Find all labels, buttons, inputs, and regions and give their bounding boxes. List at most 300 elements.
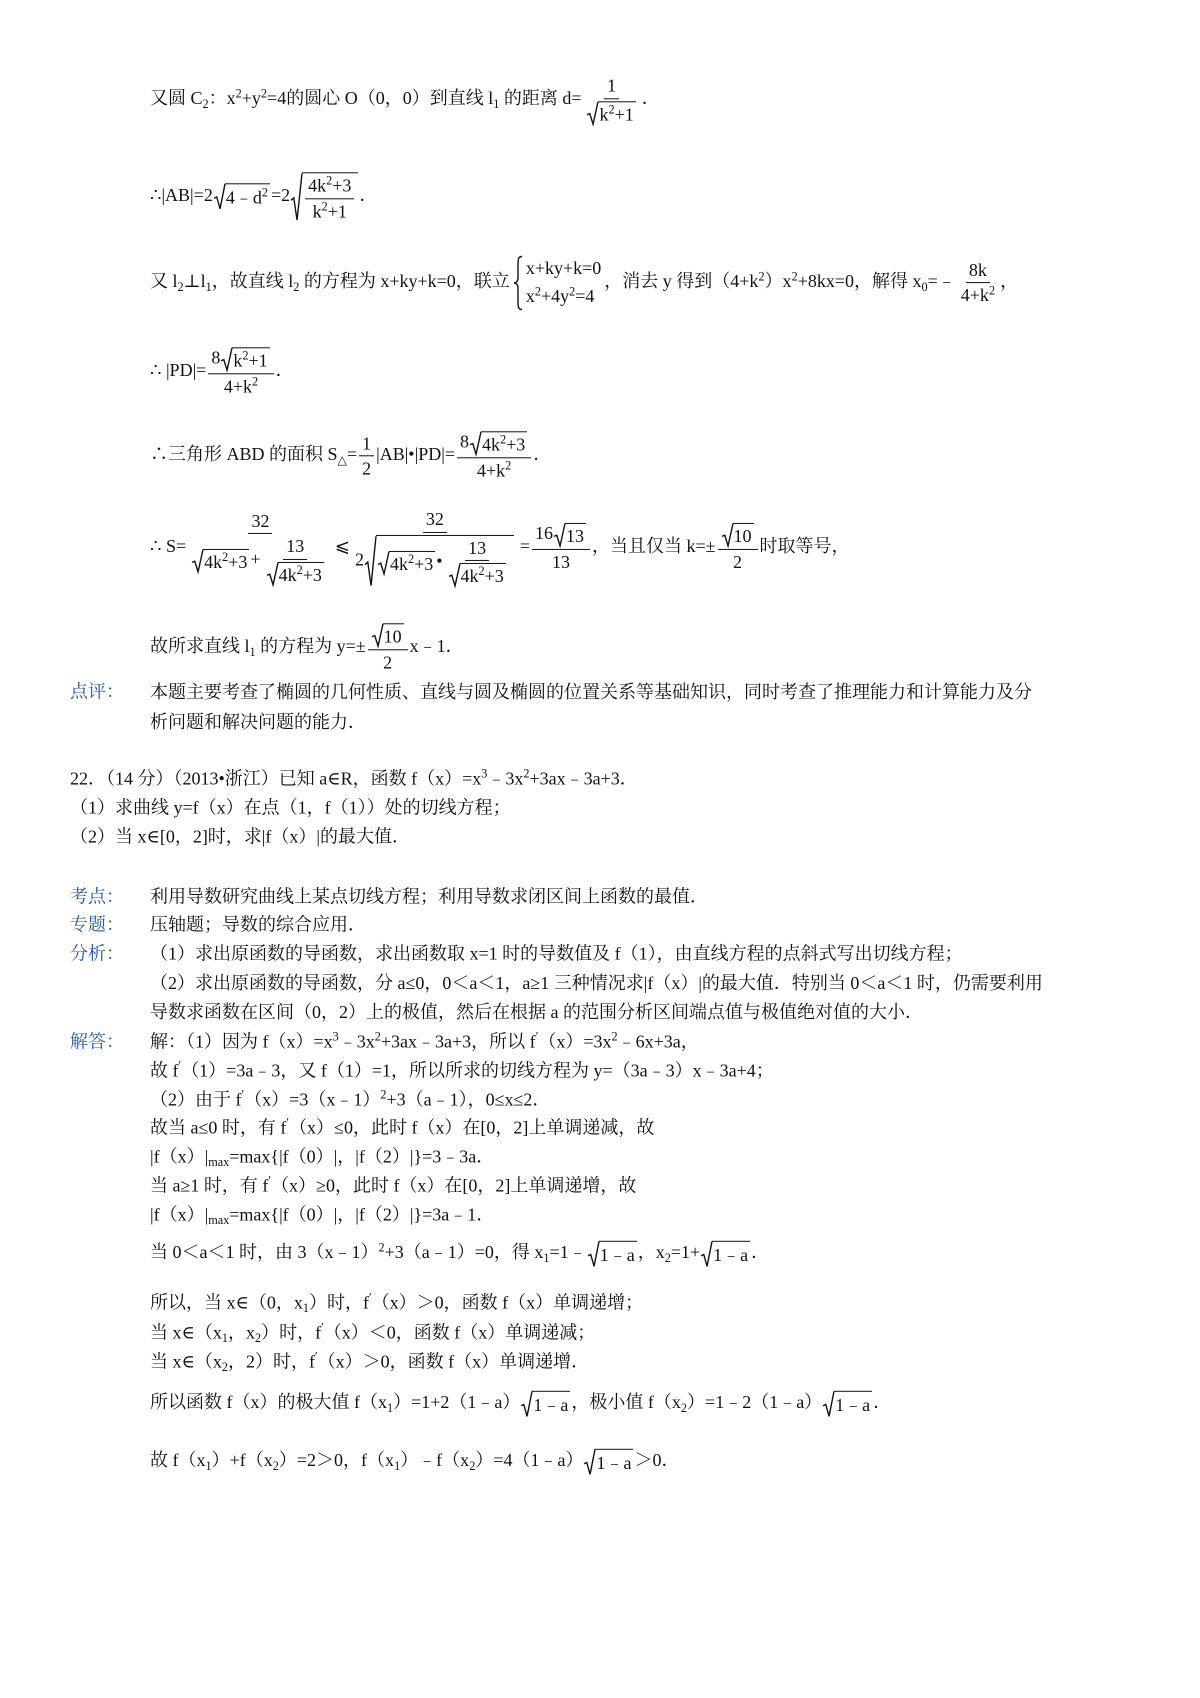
- jieda-line: [150, 1088, 550, 1111]
- text-run: （x）≥0，此时 f（x）在[0，2]上单调递增，故: [271, 1175, 637, 1196]
- text-run: 13: [565, 526, 584, 547]
- jieda-line: [150, 1350, 589, 1373]
- text-run: |AB|•|PD|=: [376, 444, 455, 465]
- fenxi-line-2: （2）求出原函数的导函数，分 a≤0，0＜a＜1，a≥1 三种情况求|f（x）|的最大值．特别当 0＜a＜1 时，仍需要利用导数求函数在区间（0，2）上的极值，然后在根据 a 的范围分析区间端点值与极值绝对值的大小．: [150, 973, 1043, 1022]
- text-run: ∴三角形 ABD 的面积 S: [150, 444, 338, 465]
- denominator: [730, 550, 745, 573]
- text-run: +: [250, 548, 261, 569]
- text-run: 13: [551, 552, 570, 573]
- equation-row: [526, 283, 601, 311]
- subscript: 1: [394, 1458, 401, 1473]
- text-run: +y: [241, 88, 261, 109]
- text-run: 4k: [308, 175, 327, 196]
- problem-22-part-1: （1）求曲线 y=f（x）在点（1，f（1））处的切线方程；: [70, 797, 511, 818]
- fenxi-line-1: （1）求出原函数的导函数，求出函数取 x=1 时的导数值及 f（1），由直线方程的点斜式写出切线方程；: [150, 943, 963, 964]
- text-run: +3: [332, 175, 352, 196]
- radical-sign: [823, 1391, 834, 1417]
- text-run: ﹣6x+3a，: [617, 1031, 699, 1052]
- text-run: 10: [383, 626, 402, 647]
- superscript: ′: [314, 1349, 318, 1364]
- superscript: 2: [242, 348, 249, 363]
- fraction: [359, 433, 374, 479]
- text-run: =4的圆心 O（0，0）到直线 l: [267, 88, 494, 109]
- superscript: 2: [326, 173, 333, 188]
- text-run: ）x: [764, 271, 792, 292]
- denominator: [359, 457, 374, 480]
- text-run: =1﹣: [549, 1242, 587, 1263]
- superscript: ′: [368, 1290, 372, 1305]
- text-run: k: [599, 104, 609, 125]
- numerator: [248, 510, 272, 534]
- square-root: [588, 1241, 637, 1267]
- superscript: 2: [608, 102, 615, 117]
- superscript: 2: [791, 269, 798, 284]
- text-run: ）时，f: [261, 1322, 322, 1343]
- jieda-line: [150, 1174, 636, 1197]
- radicand: [278, 562, 324, 586]
- text-run: 4﹣d: [225, 187, 262, 208]
- text-run: （x）＞0，函数 f（x）单调递增．: [317, 1351, 590, 1372]
- radicand: [595, 1449, 633, 1475]
- text-run: =2: [270, 185, 291, 206]
- text-run: •: [436, 550, 443, 571]
- denominator: [263, 560, 328, 586]
- jieda-line: [150, 1145, 494, 1168]
- radicand: [203, 549, 249, 573]
- text-run: 解：（1）因为 f（x）=x: [150, 1031, 333, 1052]
- subscript: 1: [205, 279, 212, 294]
- fraction: [208, 347, 273, 396]
- text-run: （x）=3x: [538, 1031, 612, 1052]
- radical-sign: [449, 563, 460, 587]
- left-brace: [513, 255, 523, 311]
- text-run: =: [519, 536, 530, 557]
- text-run: 1﹣a: [835, 1394, 871, 1415]
- jieda-line: [150, 1391, 891, 1417]
- text-run: ∴ |PD|=: [150, 360, 207, 381]
- text-run: 1: [607, 75, 617, 96]
- text-run: 4+k: [960, 285, 989, 306]
- text-run: ﹣3x: [487, 768, 524, 789]
- kaodian-text: 利用导数研究曲线上某点切线方程；利用导数求闭区间上函数的最值．: [150, 886, 708, 907]
- text-run: ＞0．: [634, 1450, 680, 1471]
- subscript: 2: [177, 279, 184, 294]
- superscript: 2: [260, 86, 268, 101]
- radical-sign: [470, 431, 481, 455]
- denominator: [221, 374, 261, 397]
- subscript: 1: [302, 1300, 309, 1315]
- text-run: 2: [354, 548, 364, 569]
- problem-22-stem: [70, 767, 638, 790]
- text-run: 的距离 d=: [499, 88, 582, 109]
- denominator: [188, 534, 333, 585]
- square-root: [267, 562, 324, 586]
- denominator: [474, 458, 514, 481]
- radicand: [712, 1241, 750, 1267]
- text-run: 32: [425, 508, 444, 529]
- denominator: [310, 199, 350, 222]
- square-root: [372, 623, 404, 647]
- fraction: [718, 523, 758, 572]
- text-run: +3: [506, 434, 526, 455]
- text-run: =﹣: [927, 271, 956, 292]
- subscript: 2: [469, 1458, 476, 1473]
- equation-system: [513, 255, 601, 311]
- numerator: [305, 175, 354, 199]
- derivation-line-distance: [150, 75, 660, 124]
- square-root: [587, 101, 635, 125]
- fraction: [352, 509, 518, 587]
- text-run: ．: [533, 444, 552, 465]
- radicand: [383, 623, 404, 647]
- text-run: 当 a≥1 时，有 f: [150, 1175, 269, 1196]
- text-run: ）=1+2（1﹣a）: [393, 1392, 521, 1413]
- text-run: 1: [362, 432, 372, 453]
- superscript: 2: [569, 284, 576, 299]
- text-run: +3: [414, 553, 434, 574]
- numerator: [368, 623, 408, 650]
- text-run: =max{|f（0）|，|f（2）|}=3a﹣1．: [229, 1204, 495, 1225]
- fraction: [263, 536, 328, 585]
- subscript: △: [337, 452, 347, 467]
- text-run: （x）≤0，此时 f（x）在[0，2]上单调递减，故: [289, 1117, 655, 1138]
- text-run: ∴|AB|=2: [150, 185, 213, 206]
- problem-22-part-2: （2）当 x∈[0，2]时，求|f（x）|的最大值．: [70, 826, 411, 847]
- superscript: 2: [505, 458, 512, 473]
- superscript: 2: [499, 432, 507, 447]
- text-run: ，x: [227, 1322, 255, 1343]
- text-run: 当 x∈（x: [150, 1351, 222, 1372]
- comment-label: 点评：: [70, 681, 124, 702]
- derivation-line-inequality: [150, 509, 850, 587]
- derivation-line-pd-length: [150, 347, 294, 396]
- square-root: [378, 551, 435, 575]
- superscript: 2: [235, 86, 242, 101]
- radicand: [460, 563, 506, 587]
- text-run: 8k: [968, 259, 987, 280]
- superscript: 2: [534, 284, 541, 299]
- fraction: [532, 523, 590, 572]
- radical-sign: [701, 1241, 712, 1267]
- radical-sign: [378, 551, 389, 575]
- text-run: +8kx=0，解得 x: [797, 271, 922, 292]
- text-run: 的方程为 y=±: [255, 636, 366, 657]
- text-run: |f（x）|: [150, 1204, 209, 1225]
- text-run: 13: [468, 537, 487, 558]
- text-run: ．: [873, 1392, 892, 1413]
- square-root: [221, 347, 269, 371]
- superscript: 2: [378, 1240, 385, 1255]
- text-run: 1﹣a: [533, 1394, 569, 1415]
- text-run: 8: [459, 431, 469, 452]
- radicand: [733, 523, 754, 547]
- text-run: ，故直线 l: [211, 271, 294, 292]
- superscript: ′: [268, 1173, 272, 1188]
- radical-sign: [722, 523, 733, 547]
- text-run: 10: [733, 526, 752, 547]
- text-run: ．: [359, 185, 378, 206]
- text-run: =: [346, 444, 358, 465]
- radicand: [232, 347, 269, 371]
- superscript: 2: [251, 374, 259, 389]
- subscript: max: [208, 1212, 230, 1227]
- text-run: 2: [733, 552, 742, 573]
- subscript: 1: [249, 644, 256, 659]
- numerator: [604, 75, 619, 99]
- square-root: [470, 431, 527, 455]
- text-run: +1: [327, 201, 347, 221]
- fraction: [445, 538, 510, 587]
- square-root: [701, 1241, 750, 1267]
- radical-sign: [584, 1449, 595, 1475]
- text-run: ，消去 y 得到（4+k: [604, 271, 759, 292]
- subscript: 2: [293, 279, 300, 294]
- text-run: 4+k: [223, 376, 252, 397]
- radical-sign: [372, 623, 383, 647]
- zhuanti-label: 专题：: [70, 914, 124, 935]
- square-root: [365, 535, 514, 587]
- radicand: [565, 523, 586, 547]
- radicand: [481, 431, 527, 455]
- text-run: +1: [248, 350, 268, 371]
- text-run: （1）=3a﹣3，又 f（1）=1，所以所求的切线方程为 y=（3a﹣3）x﹣3a+4；: [181, 1060, 774, 1081]
- subscript: 2: [664, 1250, 671, 1265]
- text-run: 4k: [481, 434, 500, 455]
- denominator: [380, 650, 395, 673]
- radicand: [599, 1241, 637, 1267]
- text-run: ）时，f: [308, 1292, 369, 1313]
- text-run: （x）=3（x﹣1）: [244, 1089, 381, 1110]
- text-run: =4: [575, 286, 595, 306]
- text-run: ．: [641, 88, 660, 109]
- fenxi-label: 分析：: [70, 943, 124, 964]
- text-run: +1: [614, 104, 634, 125]
- text-run: +4y: [540, 286, 570, 306]
- text-run: 故 f（x: [150, 1450, 206, 1471]
- text-run: +3: [484, 566, 504, 587]
- text-run: ）+f（x: [211, 1450, 273, 1471]
- text-run: 13: [286, 536, 305, 557]
- zhuanti-text: 压轴题；导数的综合应用．: [150, 914, 366, 935]
- text-run: +3（a﹣1）=0，得 x: [384, 1242, 544, 1263]
- subscript: 1: [387, 1400, 394, 1415]
- text-run: 所以函数 f（x）的极大值 f（x: [150, 1392, 387, 1413]
- fraction: [958, 260, 998, 306]
- fraction: [368, 623, 408, 672]
- fraction: [305, 175, 354, 221]
- radicand: [389, 551, 435, 575]
- jieda-line: [150, 1116, 654, 1139]
- radical-sign: [291, 172, 302, 221]
- radicand: [225, 184, 270, 210]
- superscript: 3: [481, 766, 488, 781]
- fraction: [583, 75, 639, 124]
- square-root: [192, 549, 249, 573]
- radical-sign: [588, 1241, 599, 1267]
- square-root: [554, 523, 586, 547]
- subscript: 2: [221, 1359, 228, 1374]
- equation-rows: [526, 255, 601, 311]
- superscript: 2: [478, 564, 485, 579]
- text-run: ）=1﹣2（1﹣a）: [687, 1392, 823, 1413]
- text-run: ，2）时，f: [227, 1351, 315, 1372]
- derivation-line-area: [150, 431, 551, 480]
- numerator: [465, 538, 489, 562]
- radical-sign: [554, 523, 565, 547]
- text-run: ⊥l: [183, 271, 206, 292]
- text-run: 故当 a≤0 时，有 f: [150, 1117, 287, 1138]
- text-run: +3: [302, 564, 322, 585]
- subscript: 1: [493, 96, 500, 111]
- superscript: ′: [241, 1087, 245, 1102]
- superscript: 2: [380, 1087, 387, 1102]
- text-run: ．: [275, 360, 294, 381]
- denominator: [352, 533, 518, 587]
- square-root: [291, 172, 358, 221]
- numerator: [283, 536, 307, 560]
- jieda-line: [150, 1449, 679, 1475]
- superscript: 2: [374, 1029, 381, 1044]
- text-run: k: [312, 201, 322, 221]
- denominator: [583, 99, 639, 125]
- text-run: ，x: [637, 1242, 665, 1263]
- square-root: [449, 563, 506, 587]
- radicand: [834, 1391, 872, 1417]
- superscript: 2: [321, 199, 328, 214]
- jieda-line: [150, 1241, 769, 1267]
- subscript: max: [208, 1154, 230, 1169]
- jieda-line: [150, 1030, 699, 1053]
- text-run: 所以，当 x∈（0，x: [150, 1292, 303, 1313]
- text-run: ，: [1000, 271, 1019, 292]
- superscript: 2: [407, 551, 415, 566]
- superscript: 3: [332, 1029, 339, 1044]
- radicand: [302, 172, 358, 221]
- text-run: +3ax﹣3a+3．: [529, 768, 638, 789]
- square-root: [584, 1449, 633, 1475]
- text-run: x﹣1．: [409, 636, 464, 657]
- text-run: 1﹣a: [596, 1452, 632, 1473]
- text-run: 故 f: [150, 1060, 179, 1081]
- equation-row: [526, 255, 601, 283]
- text-run: 又 l: [150, 271, 178, 292]
- derivation-line-chord-length: [150, 172, 377, 221]
- text-run: 22．（14 分）（2013•浙江）已知 a∈R，函数 f（x）=x: [70, 768, 482, 789]
- text-run: =max{|f（0）|，|f（2）|}=3﹣3a．: [229, 1146, 495, 1167]
- denominator: [958, 284, 998, 307]
- text-run: 4k: [204, 552, 223, 572]
- text-run: （x）＞0，函数 f（x）单调递增；: [371, 1292, 644, 1313]
- superscript: 2: [296, 563, 303, 578]
- text-run: 时取等号，: [759, 536, 850, 557]
- text-run: +3ax﹣3a+3，所以 f: [380, 1031, 536, 1052]
- derivation-line-conclusion: [150, 623, 464, 672]
- text-run: 又圆 C: [150, 88, 203, 109]
- derivation-line-system: [150, 255, 1018, 311]
- text-run: |f（x）|: [150, 1146, 209, 1167]
- superscript: 2: [261, 186, 268, 201]
- square-root: [214, 184, 270, 210]
- text-run: 32: [251, 510, 270, 531]
- text-run: 当 0＜a＜1 时，由 3（x﹣1）: [150, 1242, 379, 1263]
- denominator: [549, 550, 573, 573]
- text-run: 8: [211, 347, 221, 368]
- fraction: [188, 510, 333, 585]
- text-run: 4k: [389, 553, 408, 574]
- text-run: ∴ S=: [150, 536, 187, 557]
- radical-sign: [267, 562, 278, 586]
- subscript: 0: [921, 279, 928, 294]
- kaodian-label: 考点：: [70, 886, 124, 907]
- text-run: =1+: [670, 1242, 701, 1263]
- radical-sign: [365, 535, 376, 587]
- text-run: +3: [228, 552, 248, 572]
- radicand: [376, 535, 514, 587]
- text-run: x+ky+k=0: [525, 258, 602, 279]
- radical-sign: [521, 1391, 532, 1417]
- superscript: 2: [988, 283, 996, 298]
- radical-sign: [214, 184, 225, 210]
- text-run: ，极小值 f（x: [571, 1392, 681, 1413]
- text-run: +3（a﹣1），0≤x≤2．: [386, 1089, 551, 1110]
- text-run: ﹣3x: [338, 1031, 375, 1052]
- text-run: 故所求直线 l: [150, 636, 250, 657]
- radical-sign: [587, 101, 598, 125]
- fraction: [457, 431, 531, 480]
- text-run: 4k: [278, 564, 297, 585]
- text-run: 1﹣a: [713, 1244, 749, 1265]
- text-run: （x）＜0，函数 f（x）单调递减；: [323, 1322, 596, 1343]
- text-run: ）=2＞0，f（x: [278, 1450, 395, 1471]
- text-run: ：x: [208, 88, 236, 109]
- text-run: 当 x∈（x: [150, 1322, 222, 1343]
- text-run: x: [525, 286, 535, 306]
- text-run: 1﹣a: [599, 1244, 635, 1265]
- jieda-line: [150, 1321, 595, 1344]
- text-run: k: [233, 350, 243, 371]
- numerator: [966, 260, 990, 284]
- subscript: 1: [543, 1250, 550, 1265]
- subscript: 1: [205, 1458, 212, 1473]
- jieda-line: [150, 1203, 494, 1226]
- numerator: [532, 523, 590, 550]
- text-run: 16: [534, 523, 553, 544]
- text-run: 4+k: [476, 460, 506, 481]
- text-run: ．: [751, 1242, 770, 1263]
- radicand: [532, 1391, 570, 1417]
- text-run: ）=4（1﹣a）: [475, 1450, 584, 1471]
- jieda-line: [150, 1291, 643, 1314]
- numerator: [423, 509, 447, 533]
- radical-sign: [221, 347, 232, 371]
- superscript: ′: [535, 1029, 539, 1044]
- subscript: 2: [680, 1400, 688, 1415]
- radicand: [598, 101, 635, 125]
- text-run: ）﹣f（x: [400, 1450, 470, 1471]
- numerator: [208, 347, 273, 374]
- text-run: ⩽: [334, 536, 350, 557]
- text-run: 2: [362, 458, 372, 479]
- jieda-label: 解答：: [70, 1031, 124, 1052]
- numerator: [359, 433, 374, 457]
- superscript: ′: [178, 1058, 182, 1073]
- superscript: 2: [523, 766, 530, 781]
- square-root: [722, 523, 754, 547]
- radical-sign: [192, 549, 203, 573]
- superscript: 2: [222, 550, 229, 565]
- superscript: 2: [611, 1029, 618, 1044]
- superscript: 2: [758, 269, 765, 284]
